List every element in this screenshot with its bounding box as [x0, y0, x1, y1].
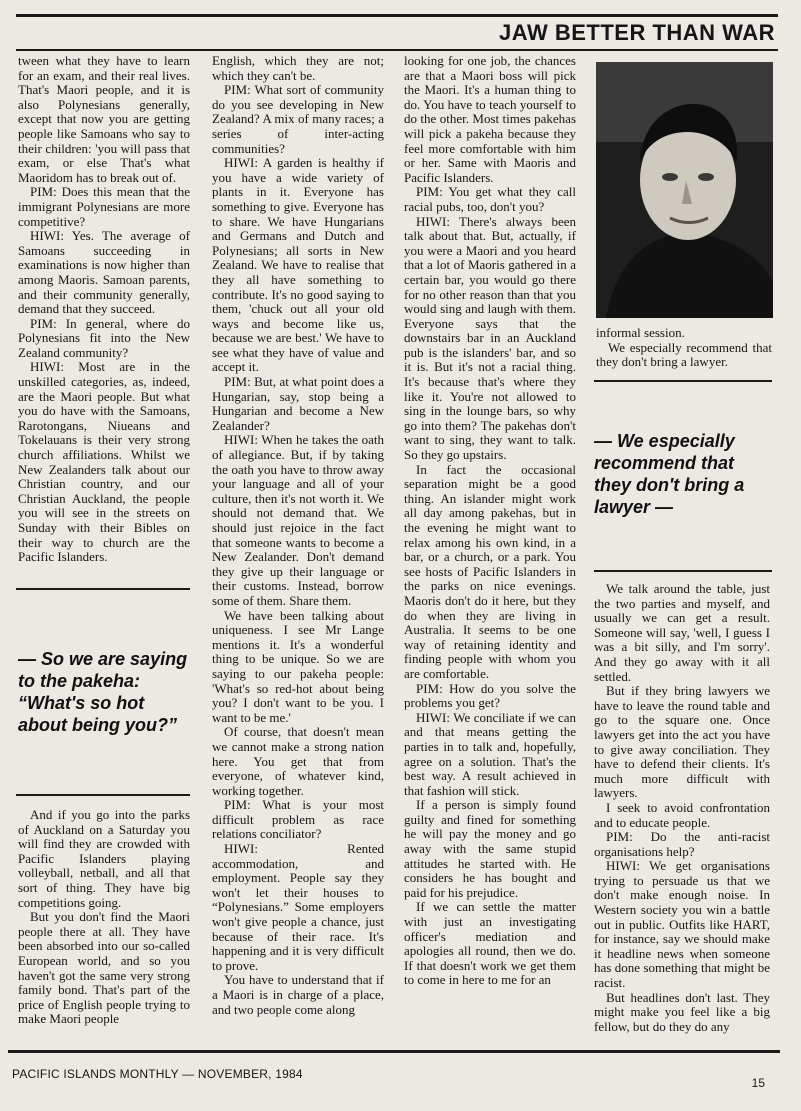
pullquote-rule-top: [16, 588, 190, 590]
column-2: [212, 54, 384, 1017]
paragraph: English, which they are not; which they can't be.: [212, 53, 384, 83]
paragraph: looking for one job, the chances are that a Maori boss will pick the Maori. It's a human thing to do. You have to teach yourself to do the other. Most times pakehas will pick a pakeha because they feel more comfortable with him or her. Same with Maoris and Pacific Islanders.: [404, 53, 576, 185]
paragraph: PIM: How do you solve the problems you get?: [404, 680, 576, 711]
paragraph: We have been talking about uniqueness. I see Mr Lange mentions it. It's a wonderful thing to be unique. So we are saying to our pakeha people: 'What's so red-hot about being you? I don't want to be you. I want to be me.': [212, 607, 384, 725]
paragraph: HIWI: We conciliate if we can and that means getting the parties in to talk and, hopefully, agree on a solution. That's the best way. A result achieved in that fashion will stick.: [404, 709, 576, 798]
paragraph: But if they bring lawyers we have to leave the round table and go to the square one. Once lawyers get into the act you have to give away conciliation. They have to defend their clients. It's much more difficult with lawyers.: [594, 683, 770, 801]
paragraph: I seek to avoid confrontation and to educate people.: [594, 799, 770, 830]
portrait-photo: [596, 62, 773, 318]
column-1-top: [18, 54, 190, 565]
publication-line: PACIFIC ISLANDS MONTHLY — NOVEMBER, 1984: [12, 1067, 303, 1081]
paragraph: We talk around the table, just the two parties and myself, and usually we can get a result. Someone will say, 'well, I guess I was a bit silly, and I'm sorry'. And they go away with it all settled.: [594, 581, 770, 684]
paragraph: tween what they have to learn for an exam, and their real lives. That's Maori people, and it is also Polynesians generally, except that now you are getting people like Samoans who say to their children: 'you will pass that exam, or else That's what Maoridom has to break out of.: [18, 53, 190, 185]
column-1-bottom: [18, 808, 190, 1027]
paragraph: But you don't find the Maori people there at all. They have been absorbed into our so-called European world, and so you haven't got the same very strong family bond. That's part of the price of English people trying to make Maori people: [18, 909, 190, 1027]
paragraph: HIWI: We get organisations trying to persuade us that we don't make enough noise. In Western society you win a battle out in public. Outfits like HART, for instance, say we should make it headline news when someone has done something that might be racist.: [594, 858, 770, 991]
paragraph: You have to understand that if a Maori is in charge of a place, and two people come along: [212, 972, 384, 1017]
paragraph: If a person is simply found guilty and fined for something he will pay the money and go away with the same stupid attitudes he started with. He considers he has bought and paid for his prejudice.: [404, 797, 576, 900]
paragraph: If we can settle the matter with just an investigating officer's mediation and apologies all round, then we do. If that doesn't work we get them to come in here to me for an: [404, 899, 576, 988]
pullquote-right: — We especially recommend that they don't bring a lawyer —: [594, 431, 745, 517]
portrait-illustration: [596, 62, 773, 318]
paragraph: PIM: What is your most difficult problem as race relations conciliator?: [212, 797, 384, 842]
paragraph: HIWI: Rented accommodation, and employment. People say they won't let their houses to “Polynesians.” Some employers won't give people a chance, just because of their race. It's happening and it is very difficult to prove.: [212, 841, 384, 973]
paragraph: informal session.: [596, 325, 685, 340]
paragraph: But headlines don't last. They might make you feel like a big fellow, but do they do any: [594, 989, 770, 1034]
header-rule: [16, 14, 778, 17]
paragraph: HIWI: There's always been talk about that. But, actually, if you were a Maori and you heard that a lot of Maoris gathered in a certain bar, you would go there for no other reason than that you would sing and laugh with them. Everyone says that the downstairs bar in an Auckland pub is the islanders' bar, and so it is. But it's not a racial thing. It's because that's where they like it. You're not allowed to sing in the lounge bars, so why go into them? The pakehas don't want to sing, they want to talk. So they go upstairs.: [404, 213, 576, 463]
paragraph: Of course, that doesn't mean we cannot make a strong nation here. You get that from everyone, of whatever kind, working together.: [212, 724, 384, 798]
paragraph: PIM: In general, where do Polynesians fit into the New Zealand community?: [18, 315, 190, 360]
pullquote-rule-top: [594, 380, 772, 382]
paragraph: PIM: Does this mean that the immigrant Polynesians are more competitive?: [18, 184, 190, 229]
header-underline: [16, 49, 778, 51]
paragraph: HIWI: Most are in the unskilled categories, as, indeed, are the Maori people. But what you do have with the Samoans, Rarotongans, Niueans and Tokelauans is their very strong church affiliations. Whilst we New Zealanders talk about our Christian country, and our Christian Auckland, the people you will see in the streets on Sunday with their Bibles on their way to church are the Pacific Islanders.: [18, 359, 190, 565]
column-4-bottom: [594, 582, 770, 1034]
pullquote-left: — So we are saying to the pakeha: “What's so hot about being you?”: [18, 649, 188, 735]
paragraph: We especially recommend that they don't bring a lawyer.: [596, 339, 772, 370]
paragraph: PIM: Do the anti-racist organisations help?: [594, 829, 770, 859]
column-3: [404, 54, 576, 988]
paragraph: HIWI: When he takes the oath of allegiance. But, if by taking the oath you have to throw away your language and all of your culture, then it's not worth it. We should not demand that. We should just rejoice in the fact that someone wants to become a New Zealander. Don't demand they give up their language or their customs. Instead, borrow some of them. Share them.: [212, 432, 384, 608]
paragraph: And if you go into the parks of Auckland on a Saturday you will find they are crowded with Pacific Islanders playing volleyball, netball, and all that sort of thing. They have big competitions going.: [18, 807, 190, 910]
paragraph: PIM: What sort of community do you see developing in New Zealand? A mix of many races; a series of inter-acting communities?: [212, 82, 384, 156]
column-4-top: [596, 326, 772, 370]
paragraph: PIM: But, at what point does a Hungarian, say, stop being a Hungarian and become a New Zealander?: [212, 374, 384, 433]
footer-rule: [8, 1050, 780, 1053]
paragraph: PIM: You get what they call racial pubs, too, don't you?: [404, 184, 576, 214]
pullquote-rule-bottom: [16, 794, 190, 796]
paragraph: In fact the occasional separation might be a good thing. An islander might work all day among pakehas, but in the evening he might want to relax among his own kind, in a bar, or a church, or a park. You see hosts of Pacific Islanders in the parks on nice evenings. Maoris don't do it here, but they do when they are living in Australia. It seems to be one way of retaining identity and finding people with whom you are comfortable.: [404, 461, 576, 681]
pullquote-rule-bottom: [594, 570, 772, 572]
paragraph: HIWI: A garden is healthy if you have a wide variety of plants in it. Everyone has something to give. Everyone has to share. We have Hungarians and Germans and Dutch and Polynesians; all sorts in New Zealand. We have to realise that they all have something to contribute. It's no good saying to them, 'chuck out all your old ways and become like us, because we are best.' We have to see what they have of value and accept it.: [212, 155, 384, 375]
paragraph: HIWI: Yes. The average of Samoans succeeding in examinations is now higher than among Maoris. Samoan parents, and their community generally, demand that they succeed.: [18, 228, 190, 317]
section-title: JAW BETTER THAN WAR: [499, 20, 775, 45]
page-number: 15: [751, 1076, 765, 1090]
